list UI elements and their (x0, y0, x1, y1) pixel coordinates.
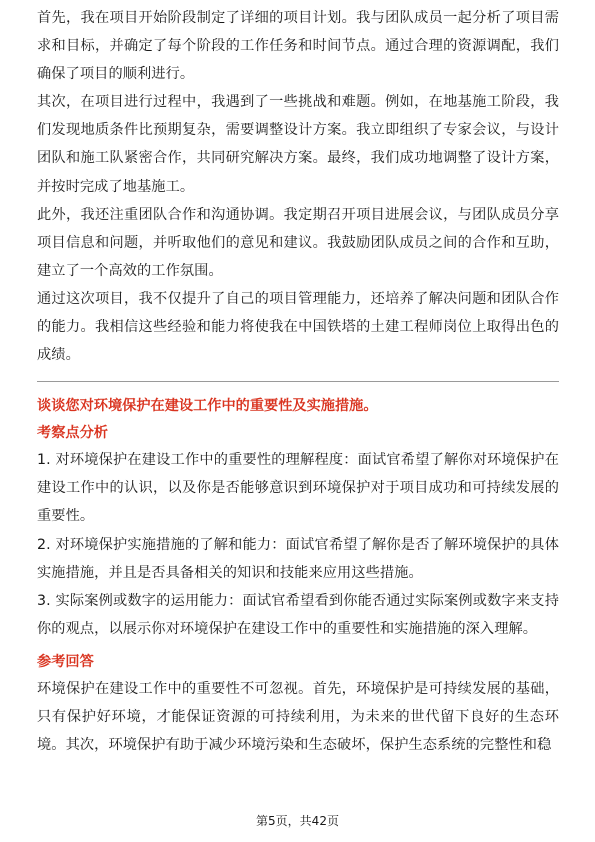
section-divider (37, 381, 559, 382)
document-page (37, 4, 559, 759)
page-number: 第5页，共42页 (256, 814, 339, 828)
analysis-item-3: 3. 实际案例或数字的运用能力：面试官希望看到你能否通过实际案例或数字来支持你的观点，以展示你对环境保护在建设工作中的重要性和实施措施的深入理解。 (37, 592, 559, 637)
analysis-item-1: 1. 对环境保护在建设工作中的重要性的理解程度：面试官希望了解你对环境保护在建设工作中的认识，以及你是否能够意识到环境保护对于项目成功和可持续发展的重要性。 (37, 452, 559, 525)
paragraph-conclusion: 通过这次项目，我不仅提升了自己的项目管理能力，还培养了解决问题和团队合作的能力。我相信这些经验和能力将使我在中国铁塔的土建工程师岗位上取得出色的成绩。 (37, 290, 559, 364)
paragraph-teamwork: 此外，我还注重团队合作和沟通协调。我定期召开项目进展会议，与团队成员分享项目信息和问题，并听取他们的意见和建议。我鼓励团队成员之间的合作和互助，建立了一个高效的工作氛围。 (37, 206, 559, 279)
answer-text: 环境保护在建设工作中的重要性不可忽视。首先，环境保护是可持续发展的基础，只有保护好环境，才能保证资源的可持续利用，为未来的世代留下良好的生态环境。其次，环境保护有助于减少环境污染和生态破坏，保护生态系统的完整性和稳 (37, 680, 559, 754)
question-title: 谈谈您对环境保护在建设工作中的重要性及实施措施。 (37, 398, 378, 415)
analysis-item-2: 2. 对环境保护实施措施的了解和能力：面试官希望了解你是否了解环境保护的具体实施措施，并且是否具备相关的知识和技能来应用这些措施。 (37, 536, 559, 581)
paragraph-challenges: 其次，在项目进行过程中，我遇到了一些挑战和难题。例如，在地基施工阶段，我们发现地质条件比预期复杂，需要调整设计方案。我立即组织了专家会议，与设计团队和施工队紧密合作，共同研究解决方案。最终，我们成功地调整了设计方案，并按时完成了地基施工。 (37, 94, 559, 195)
paragraph-plan: 首先，我在项目开始阶段制定了详细的项目计划。我与团队成员一起分析了项目需求和目标，并确定了每个阶段的工作任务和时间节点。通过合理的资源调配，我们确保了项目的顺利进行。 (37, 10, 559, 83)
analysis-heading: 考察点分析 (37, 425, 108, 442)
answer-heading: 参考回答 (37, 653, 94, 670)
